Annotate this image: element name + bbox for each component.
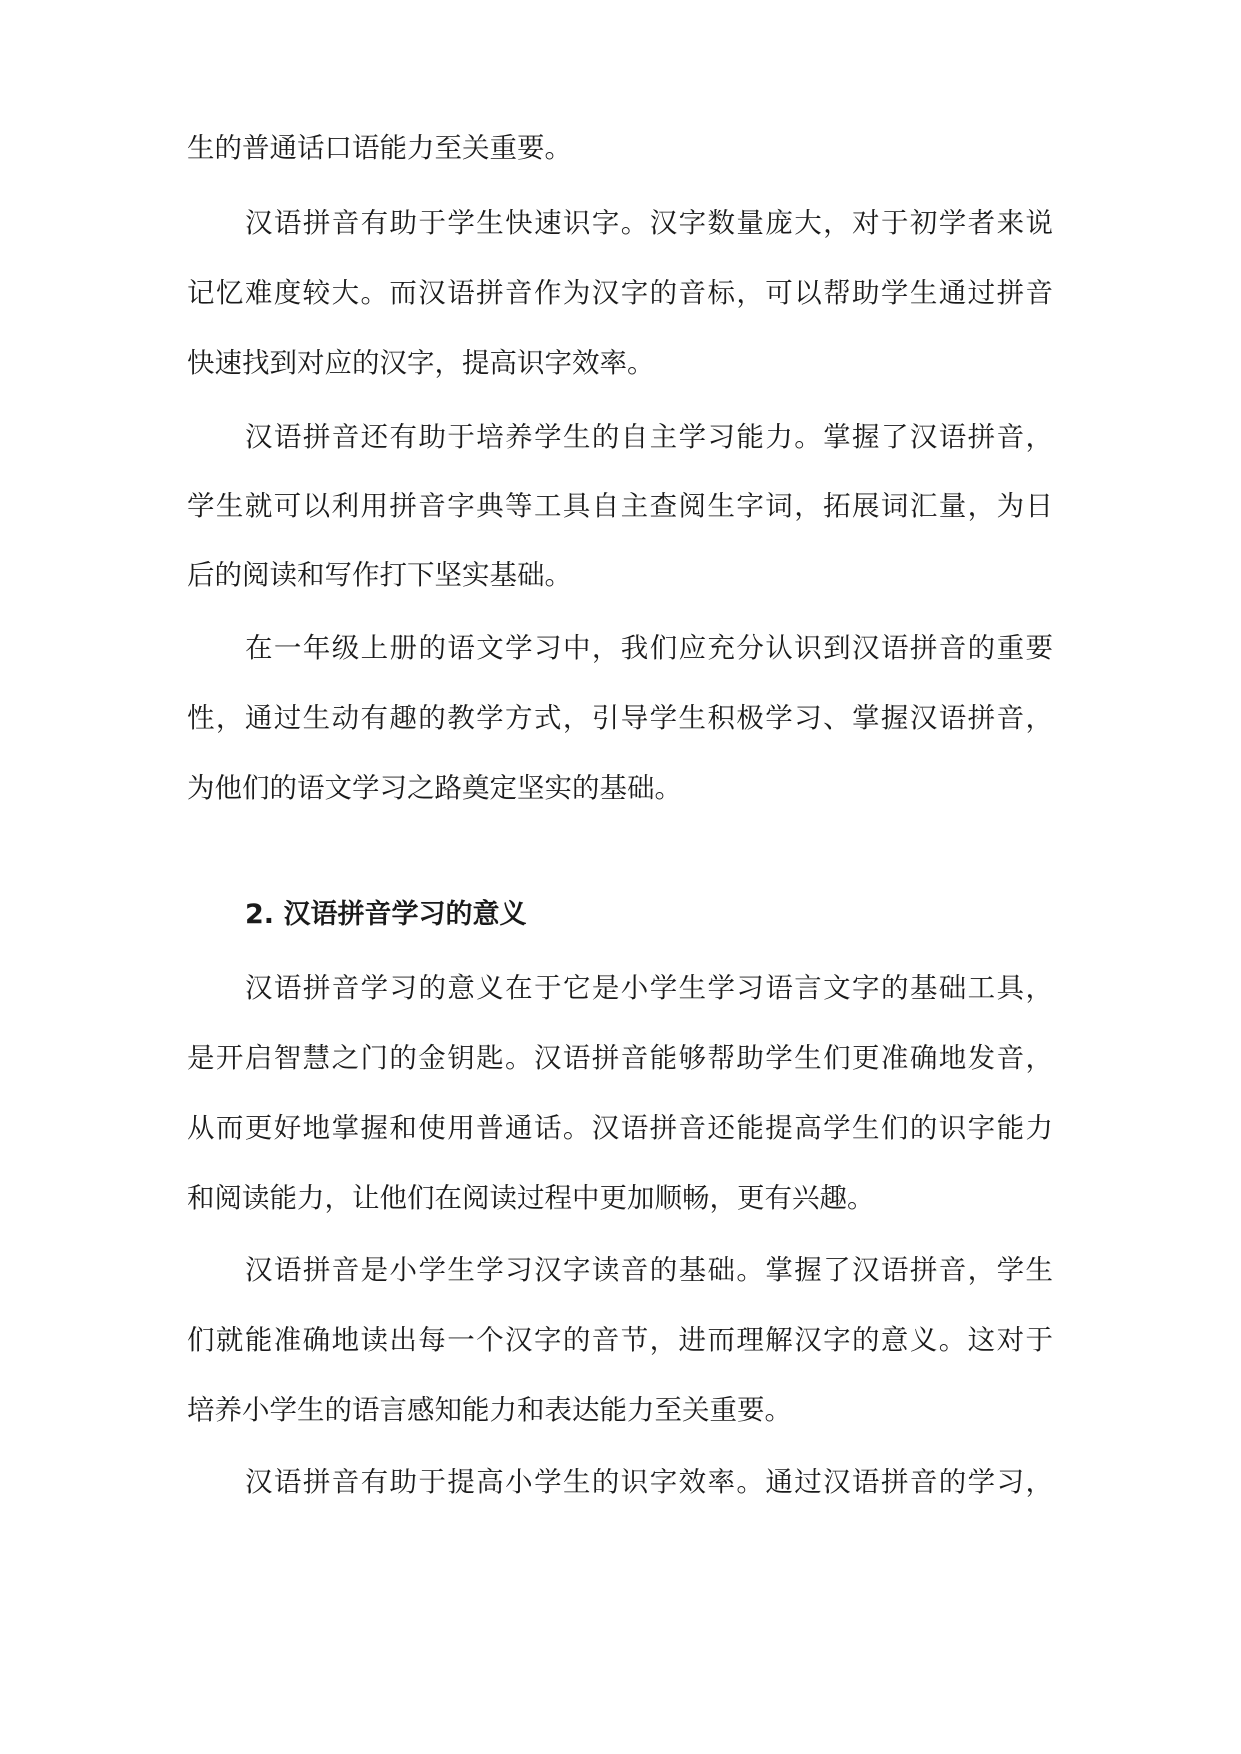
paragraph-line: 汉语拼音有助于提高小学生的识字效率。通过汉语拼音的学习， <box>245 1466 1053 1498</box>
paragraph-line: 生的普通话口语能力至关重要。 <box>187 132 572 164</box>
paragraph-line: 汉语拼音是小学生学习汉字读音的基础。掌握了汉语拼音，学生 <box>245 1254 1053 1286</box>
paragraph-line: 性，通过生动有趣的教学方式，引导学生积极学习、掌握汉语拼音， <box>187 702 1053 734</box>
paragraph-line: 记忆难度较大。而汉语拼音作为汉字的音标，可以帮助学生通过拼音 <box>187 277 1053 309</box>
section-heading: 2. 汉语拼音学习的意义 <box>245 899 527 930</box>
paragraph-line: 后的阅读和写作打下坚实基础。 <box>187 559 572 591</box>
paragraph-line: 学生就可以利用拼音字典等工具自主查阅生字词，拓展词汇量，为日 <box>187 490 1053 522</box>
paragraph-line: 汉语拼音还有助于培养学生的自主学习能力。掌握了汉语拼音， <box>245 421 1053 453</box>
paragraph-line: 培养小学生的语言感知能力和表达能力至关重要。 <box>187 1394 792 1426</box>
paragraph-line: 从而更好地掌握和使用普通话。汉语拼音还能提高学生们的识字能力 <box>187 1112 1053 1144</box>
paragraph-line: 和阅读能力，让他们在阅读过程中更加顺畅，更有兴趣。 <box>187 1182 875 1214</box>
paragraph-line: 是开启智慧之门的金钥匙。汉语拼音能够帮助学生们更准确地发音， <box>187 1042 1053 1074</box>
paragraph-line: 们就能准确地读出每一个汉字的音节，进而理解汉字的意义。这对于 <box>187 1324 1053 1356</box>
paragraph-line: 汉语拼音有助于学生快速识字。汉字数量庞大，对于初学者来说 <box>245 207 1053 239</box>
paragraph-line: 汉语拼音学习的意义在于它是小学生学习语言文字的基础工具， <box>245 972 1053 1004</box>
paragraph-line: 为他们的语文学习之路奠定坚实的基础。 <box>187 772 682 804</box>
paragraph-line: 在一年级上册的语文学习中，我们应充分认识到汉语拼音的重要 <box>245 632 1053 664</box>
paragraph-line: 快速找到对应的汉字，提高识字效率。 <box>187 347 655 379</box>
